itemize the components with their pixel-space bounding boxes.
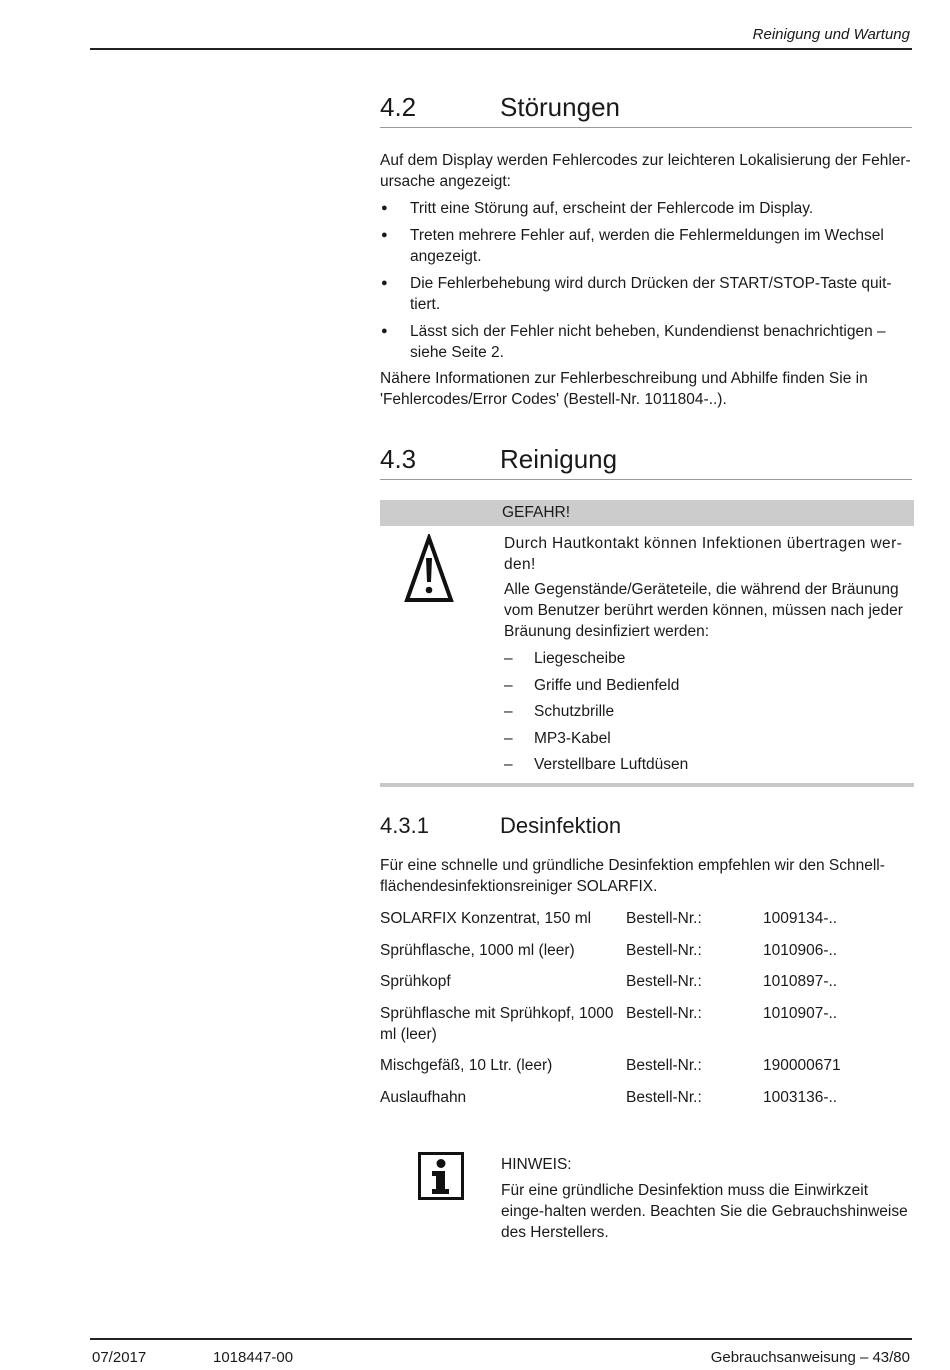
- order-number: 1010906-..: [763, 941, 838, 959]
- order-item: Auslaufhahn: [380, 1088, 467, 1106]
- disinfect-items-list: [504, 648, 912, 775]
- table-row: [380, 971, 913, 1003]
- danger-label: GEFAHR!: [502, 504, 571, 521]
- list-item: – MP3-Kabel: [504, 728, 912, 749]
- section-4-2-intro: Auf dem Display werden Fehlercodes zur leichteren Lokalisierung der Fehler-ursache angezeigt:: [380, 152, 911, 190]
- section-4-3-1-intro: Für eine schnelle und gründliche Desinfektion empfehlen wir den Schnell-flächendesinfektionsreiniger SOLARFIX.: [380, 857, 885, 895]
- footer-doc-number: 1018447-00: [213, 1349, 294, 1366]
- info-icon: [418, 1152, 464, 1200]
- note-block: [501, 1154, 913, 1243]
- running-header: Reinigung und Wartung: [752, 26, 910, 43]
- table-row: [380, 940, 913, 972]
- table-row: [380, 1055, 913, 1087]
- order-item: Sprühflasche mit Sprühkopf, 1000 ml (leer): [380, 1004, 614, 1043]
- table-row: [380, 1003, 913, 1056]
- section-4-2-outro: Nähere Informationen zur Fehlerbeschreibung und Abhilfe finden Sie in 'Fehlercodes/Error Codes' (Bestell-Nr. 1011804-..).: [380, 370, 868, 408]
- order-label: Bestell-Nr.:: [626, 910, 702, 927]
- section-number: 4.2: [380, 92, 417, 122]
- list-item: ● Lässt sich der Fehler nicht beheben, Kundendienst benachrichtigen – siehe Seite 2.: [380, 321, 912, 363]
- danger-message: [504, 533, 912, 781]
- note-text: Für eine gründliche Desinfektion muss die Einwirkzeit einge-halten werden. Beachten Sie die Gebrauchshinweise des Herstellers.: [501, 1182, 908, 1241]
- order-number: 1009134-..: [763, 910, 838, 927]
- order-item: Sprühflasche, 1000 ml (leer): [380, 941, 575, 959]
- footer-date: 07/2017: [92, 1349, 147, 1366]
- order-label: Bestell-Nr.:: [626, 1004, 702, 1022]
- order-item: Sprühkopf: [380, 973, 451, 990]
- list-item: ● Treten mehrere Fehler auf, werden die Fehlermeldungen im Wechsel angezeigt.: [380, 225, 912, 267]
- list-item: – Schutzbrille: [504, 701, 912, 722]
- order-item: SOLARFIX Konzentrat, 150 ml: [380, 910, 592, 927]
- table-row: [380, 908, 913, 940]
- list-item: ● Die Fehlerbehebung wird durch Drücken der START/STOP-Taste quit-tiert.: [380, 273, 912, 315]
- warning-triangle-icon: [404, 534, 454, 604]
- section-heading-4-3: [380, 444, 912, 480]
- order-number: 190000671: [763, 1057, 841, 1074]
- section-heading-4-2: [380, 92, 912, 128]
- order-number: 1003136-..: [763, 1088, 838, 1106]
- section-title: Desinfektion: [500, 813, 622, 838]
- section-number: 4.3.1: [380, 813, 429, 838]
- section-title: Reinigung: [500, 444, 618, 474]
- section-heading-4-3-1: [380, 813, 912, 843]
- note-label: HINWEIS:: [501, 1156, 572, 1173]
- danger-text: Alle Gegenstände/Geräteteile, die während der Bräunung vom Benutzer berührt werden können, müssen nach jeder Bräunung desinfiziert werden:: [504, 581, 903, 640]
- danger-lead: Durch Hautkontakt können Infektionen übertragen wer-den!: [504, 535, 903, 573]
- order-label: Bestell-Nr.:: [626, 973, 702, 990]
- order-number-table: [380, 908, 913, 1118]
- footer-page-number: Gebrauchsanweisung – 43/80: [710, 1349, 910, 1366]
- danger-label-bar: [380, 500, 914, 526]
- section-number: 4.3: [380, 444, 417, 474]
- table-row: [380, 1087, 913, 1119]
- section-title: Störungen: [500, 92, 620, 122]
- header-rule: [90, 48, 912, 50]
- list-item: – Griffe und Bedienfeld: [504, 675, 912, 696]
- list-item: – Verstellbare Luftdüsen: [504, 754, 912, 775]
- order-number: 1010907-..: [763, 1004, 838, 1022]
- list-item: ● Tritt eine Störung auf, erscheint der Fehlercode im Display.: [380, 198, 912, 219]
- order-label: Bestell-Nr.:: [626, 941, 702, 959]
- order-number: 1010897-..: [763, 973, 838, 990]
- order-label: Bestell-Nr.:: [626, 1088, 702, 1106]
- list-item: – Liegescheibe: [504, 648, 912, 669]
- order-label: Bestell-Nr.:: [626, 1057, 702, 1074]
- danger-end-rule: [380, 783, 914, 787]
- fault-bullet-list: [380, 198, 912, 369]
- footer-rule: [90, 1338, 912, 1340]
- order-item: Mischgefäß, 10 Ltr. (leer): [380, 1057, 553, 1074]
